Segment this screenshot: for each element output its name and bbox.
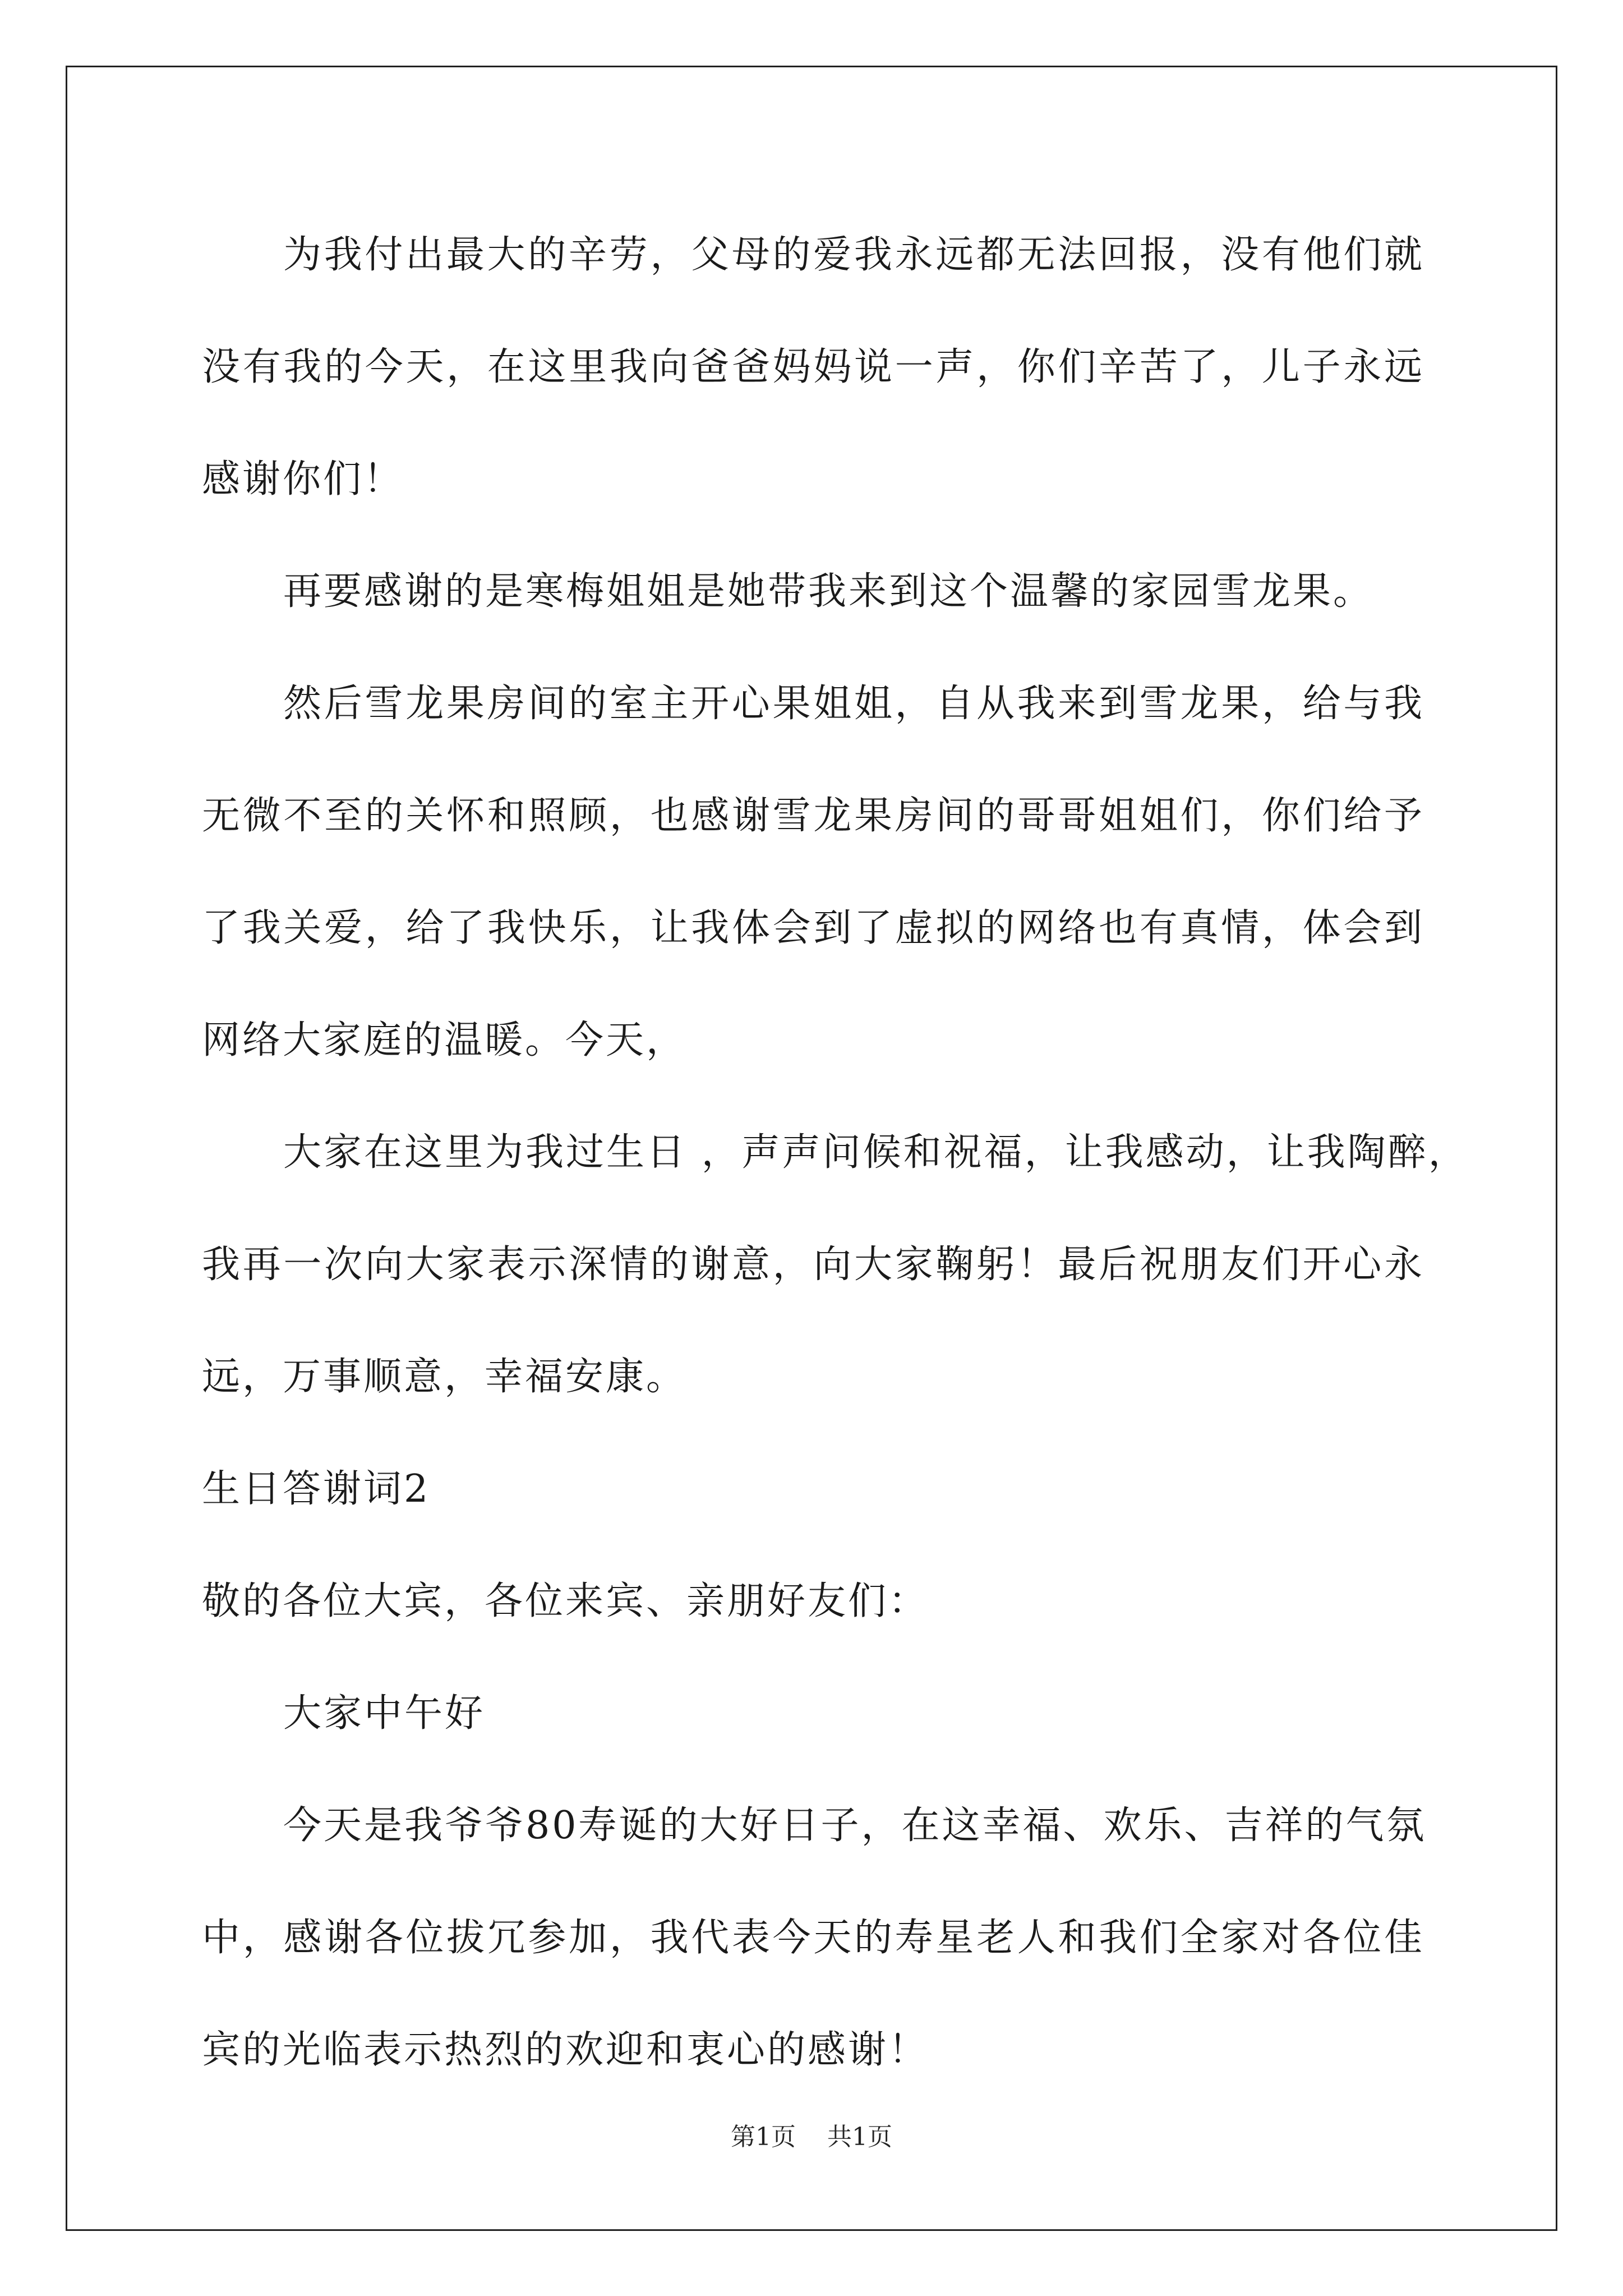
page-number: 第1页 [731,2123,796,2151]
paragraph-line: 中，感谢各位拔冗参加，我代表今天的寿星老人和我们全家对各位佳 [202,1916,1424,1960]
paragraph-line: 大家在这里为我过生日 ，声声问候和祝福，让我感动，让我陶醉， [283,1130,1469,1175]
paragraph-line: 了我关爱，给了我快乐，让我体会到了虚拟的网络也有真情，体会到 [202,906,1424,950]
paragraph-line: 今天是我爷爷80寿诞的大好日子，在这幸福、欢乐、吉祥的气氛 [283,1803,1427,1848]
section-heading: 生日答谢词2 [202,1467,431,1511]
paragraph-line: 我再一次向大家表示深情的谢意，向大家鞠躬！最后祝朋友们开心永 [202,1243,1424,1287]
paragraph-line: 没有我的今天，在这里我向爸爸妈妈说一声，你们辛苦了，儿子永远 [202,345,1424,389]
paragraph-line: 再要感谢的是寒梅姐姐是她带我来到这个温馨的家园雪龙果。 [283,569,1374,614]
page-footer [0,2120,1623,2154]
paragraph-line: 感谢你们！ [202,457,404,501]
page-total: 共1页 [827,2123,892,2151]
paragraph-line: 远，万事顺意，幸福安康。 [202,1355,687,1399]
paragraph-line: 为我付出最大的辛劳，父母的爱我永远都无法回报，没有他们就 [283,233,1424,277]
paragraph-line: 网络大家庭的温暖。今天， [202,1018,687,1062]
paragraph-line: 无微不至的关怀和照顾，也感谢雪龙果房间的哥哥姐姐们，你们给予 [202,794,1424,838]
greeting-line: 大家中午好 [283,1691,486,1736]
salutation-line: 敬的各位大宾，各位来宾、亲朋好友们： [202,1579,929,1623]
paragraph-line: 宾的光临表示热烈的欢迎和衷心的感谢！ [202,2028,929,2072]
paragraph-line: 然后雪龙果房间的室主开心果姐姐，自从我来到雪龙果，给与我 [283,682,1424,726]
